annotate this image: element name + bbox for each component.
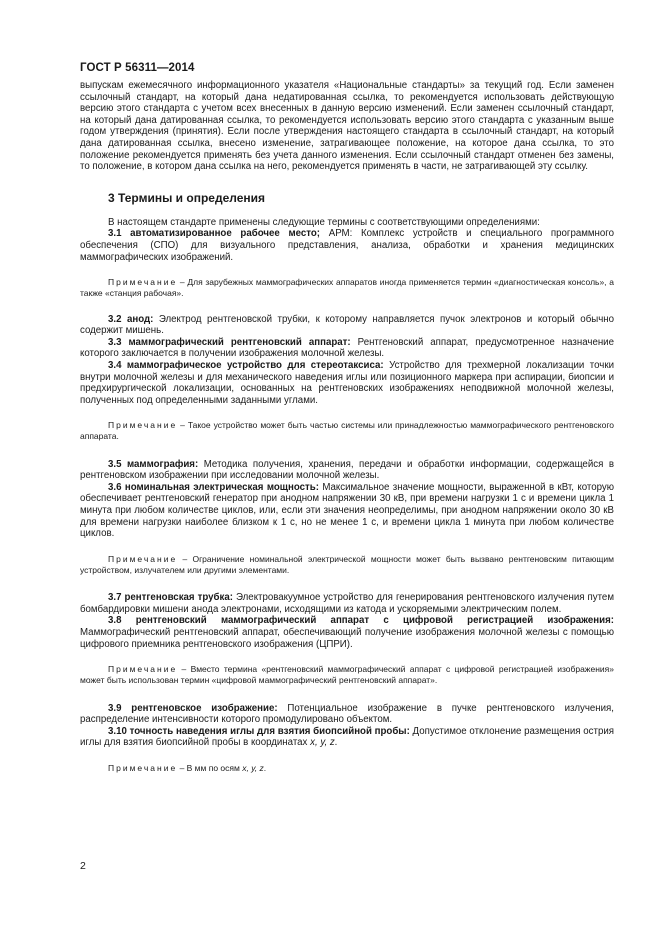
term-3-10-coords: x, y, z — [310, 737, 335, 749]
note-3-10-text: – В мм по осям — [177, 763, 243, 773]
document-page — [80, 62, 614, 774]
note-3-10-coords: x, y, z — [242, 763, 264, 773]
term-3-7-title: 3.7 рентгеновская трубка: — [108, 592, 233, 604]
term-3-10-definition: Допустимое отклонение размещения острия иглы для взятия биопсийной пробы в координатах — [80, 725, 614, 749]
note-3-6-text: – Ограничение номинальной электрической мощности может быть вызвано рентгеновским питающим устройством, излучателем или другими элементами. — [80, 553, 614, 576]
note-3-8 — [80, 664, 614, 686]
term-3-7 — [80, 592, 614, 615]
term-3-4 — [80, 360, 614, 406]
note-3-8-text: – Вместо термина «рентгеновский маммографический аппарат с цифровой регистрацией изображения» может быть использован термин «цифровой маммографический рентгеновский аппарат». — [80, 664, 614, 686]
term-3-8-definition: Маммографический рентгеновский аппарат, обеспечивающий получение изображения молочной железы с помощью цифрового приемника рентгеновского изображения (ЦПРИ). — [80, 627, 614, 650]
term-3-5-definition: Методика получения, хранения, передачи и обработки информации, содержащейся в рентгеновском изображении при исследовании молочной железы. — [80, 458, 614, 482]
term-3-8 — [80, 615, 614, 650]
note-3-10-end: . — [263, 763, 267, 773]
note-3-4-text: – Такое устройство может быть частью системы или принадлежностью маммографического рентгеновского аппарата. — [80, 420, 614, 442]
term-3-5-title: 3.5 маммография: — [108, 458, 199, 470]
term-3-2 — [80, 314, 614, 337]
term-3-7-definition: Электровакуумное устройство для генерирования рентгеновского излучения путем бомбардировки мишени анода электронами, исходящими из катода и ускоряемыми электрическим полем. — [80, 592, 614, 615]
term-3-8-title: 3.8 рентгеновский маммографический аппарат с цифровой регистрацией изображения: — [108, 615, 614, 627]
note-3-4 — [80, 420, 614, 442]
note-3-1-text: – Для зарубежных маммографических аппаратов иногда применяется термин «диагностическая консоль», а также «станция рабочая». — [80, 277, 614, 299]
standard-header: ГОСТ Р 56311—2014 — [80, 62, 195, 74]
page-number: 2 — [80, 860, 86, 872]
section-lead: В настоящем стандарте применены следующие термины с соответствующими определениями: — [108, 216, 540, 228]
note-3-8-label: Примечание — [108, 664, 178, 675]
term-3-3-title: 3.3 маммографический рентгеновский аппарат: — [108, 336, 351, 348]
term-3-4-definition: Устройство для трехмерной локализации точки внутри молочной железы и для механического наведения иглы или позиционного маркера при аспирации, биопсии и предхирургической локализации, основанных на рентгеновских изображениях неподвижной молочной железы, полученных под определенными заданными углами. — [80, 359, 614, 406]
term-3-2-definition: Электрод рентгеновской трубки, к которому направляется пучок электронов и который обычно содержит мишень. — [80, 313, 614, 337]
term-3-2-title: 3.2 анод: — [108, 313, 154, 325]
term-3-10-end: . — [334, 737, 338, 749]
term-3-1-title: 3.1 автоматизированное рабочее место; — [108, 228, 321, 240]
term-3-9 — [80, 703, 614, 726]
section-heading: 3 Термины и определения — [108, 190, 266, 205]
term-3-3 — [80, 337, 614, 360]
term-3-4-title: 3.4 маммографическое устройство для стереотаксиса: — [108, 359, 384, 371]
note-3-6 — [80, 554, 614, 576]
term-3-9-definition: Потенциальное изображение в пучке рентгеновского излучения, распределение интенсивности которого промодулировано объектом. — [80, 702, 614, 726]
term-3-3-definition: Рентгеновский аппарат, предусмотренное назначение которого заключается в получении изображения молочной железы. — [80, 336, 614, 360]
term-3-5 — [80, 459, 614, 482]
term-3-10-title: 3.10 точность наведения иглы для взятия биопсийной пробы: — [108, 725, 410, 737]
note-3-10-label: Примечание — [108, 763, 178, 773]
term-3-10 — [80, 726, 614, 749]
term-3-1-definition: АРМ: Комплекс устройств и специального программного обеспечения (СПО) для визуального представления, анализа, обработки и хранения медицинских маммографических изображений. — [80, 228, 615, 263]
note-3-1 — [80, 277, 614, 299]
term-3-9-title: 3.9 рентгеновское изображение: — [108, 702, 278, 714]
intro-paragraph: выпускам ежемесячного информационного указателя «Национальные стандарты» за текущий год. Если заменен ссылочный стандарт, на который дана недатированная ссылка, то рекомендуется использовать действующую версию этого стандарта с учетом всех внесенных в данную версию изменений. Если заменен ссылочный стандарт, на который дана датированная ссылка, то рекомендуется использовать версию этого стандарта с указанным выше годом утверждения (принятия). Если после утверждения настоящего стандарта в ссылочный стандарт, на который дана датированная ссылка, внесено изменение, затрагивающее положение, на которое дана ссылка, то это положение рекомендуется применять без учета данного изменения. Если ссылочный стандарт отменен без замены, то положение, в котором дана ссылка на него, рекомендуется применять в части, не затрагивающей эту ссылку. — [80, 80, 614, 173]
term-3-6 — [80, 482, 614, 540]
note-3-4-label: Примечание — [108, 420, 178, 431]
note-3-10 — [80, 763, 614, 774]
note-3-6-label: Примечание — [108, 553, 178, 564]
term-3-6-definition: Максимальное значение мощности, выраженной в кВт, которую обеспечивает рентгеновский генератор при анодном напряжении 30 кВ, при времени нагрузки 1 с и времени цикла 1 минута при любом количестве циклов, или, если эти значения неопределимы, при анодном напряжении около 30 кВ для времени нагрузки наиболее близком к 1 с, но не менее 1 с, и времени цикла 1 минута при любом количестве циклов. — [80, 481, 614, 540]
note-3-1-label: Примечание — [108, 277, 178, 288]
term-3-1 — [80, 228, 614, 263]
term-3-6-title: 3.6 номинальная электрическая мощность: — [108, 481, 319, 493]
